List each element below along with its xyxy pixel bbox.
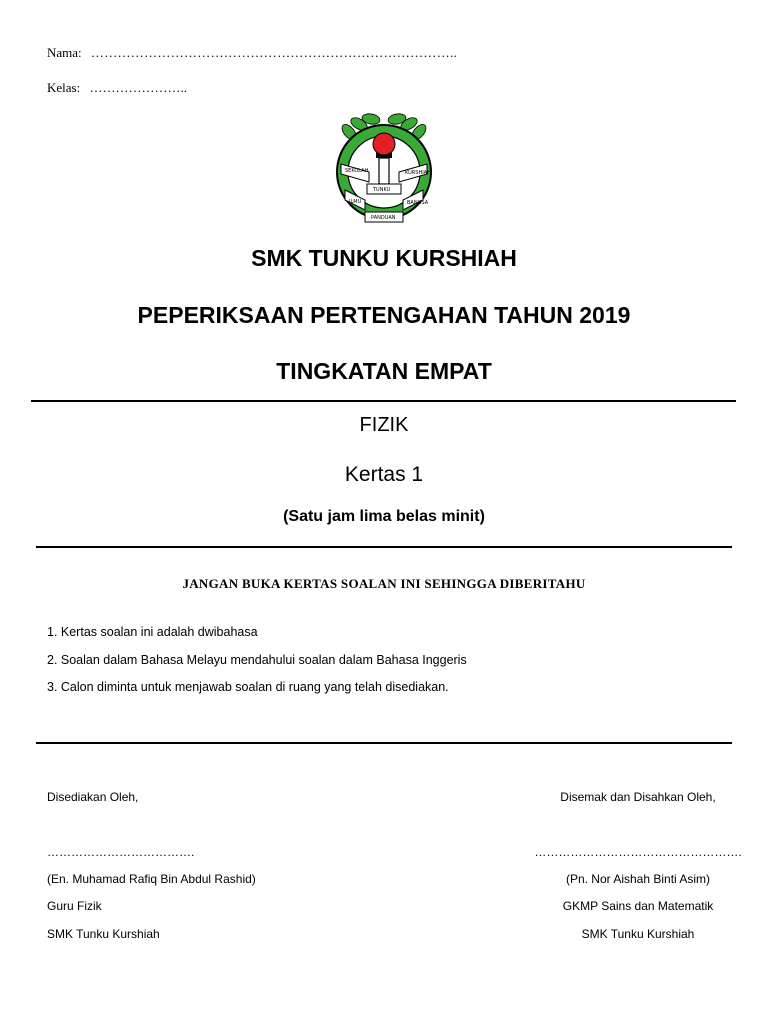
prepared-school: SMK Tunku Kurshiah xyxy=(47,927,160,941)
warning-text: JANGAN BUKA KERTAS SOALAN INI SEHINGGA DIBERITAHU xyxy=(182,576,586,591)
prepared-label: Disediakan Oleh, xyxy=(47,790,139,804)
divider-bottom xyxy=(36,742,732,744)
name-dots: ……………………………………………………………………….. xyxy=(90,45,458,60)
divider-middle xyxy=(36,546,732,548)
class-dots: ………………….. xyxy=(89,80,187,95)
svg-text:TUNKU: TUNKU xyxy=(373,187,391,193)
instruction-item: 2. Soalan dalam Bahasa Melayu mendahului soalan dalam Bahasa Inggeris xyxy=(47,653,467,667)
instruction-item: 3. Calon diminta untuk menjawab soalan di ruang yang telah disediakan. xyxy=(47,680,449,694)
prepared-role: Guru Fizik xyxy=(47,899,102,913)
instruction-item: 1. Kertas soalan ini adalah dwibahasa xyxy=(47,625,258,639)
name-label: Nama: xyxy=(47,45,82,60)
prepared-name: (En. Muhamad Rafiq Bin Abdul Rashid) xyxy=(47,872,256,886)
school-title: SMK TUNKU KURSHIAH xyxy=(251,245,517,271)
svg-text:BANGSA: BANGSA xyxy=(407,200,429,206)
exam-title: PEPERIKSAAN PERTENGAHAN TAHUN 2019 xyxy=(137,302,631,328)
svg-text:SEKOLAH: SEKOLAH xyxy=(345,168,369,174)
verified-name: (Pn. Nor Aishah Binti Asim) xyxy=(565,872,711,886)
verified-label: Disemak dan Disahkan Oleh, xyxy=(560,790,716,804)
duration-text: (Satu jam lima belas minit) xyxy=(283,508,485,525)
verified-signature-line: ……………………………………………. xyxy=(534,845,742,859)
prepared-signature-line: ………………………………. xyxy=(47,845,195,859)
class-label: Kelas: xyxy=(47,80,81,95)
svg-text:KURSHIAH: KURSHIAH xyxy=(405,170,431,176)
verified-school: SMK Tunku Kurshiah xyxy=(581,927,695,941)
school-crest-icon xyxy=(329,112,439,230)
svg-text:ILMU: ILMU xyxy=(349,199,362,205)
paper-title: Kertas 1 xyxy=(344,463,424,486)
verified-role: GKMP Sains dan Matematik xyxy=(562,899,714,913)
svg-text:PANDUAN: PANDUAN xyxy=(371,215,396,221)
name-field[interactable] xyxy=(47,45,457,61)
class-field[interactable] xyxy=(47,80,187,96)
form-title: TINGKATAN EMPAT xyxy=(276,358,492,384)
divider-top xyxy=(31,400,736,402)
subject-title: FIZIK xyxy=(359,414,409,436)
